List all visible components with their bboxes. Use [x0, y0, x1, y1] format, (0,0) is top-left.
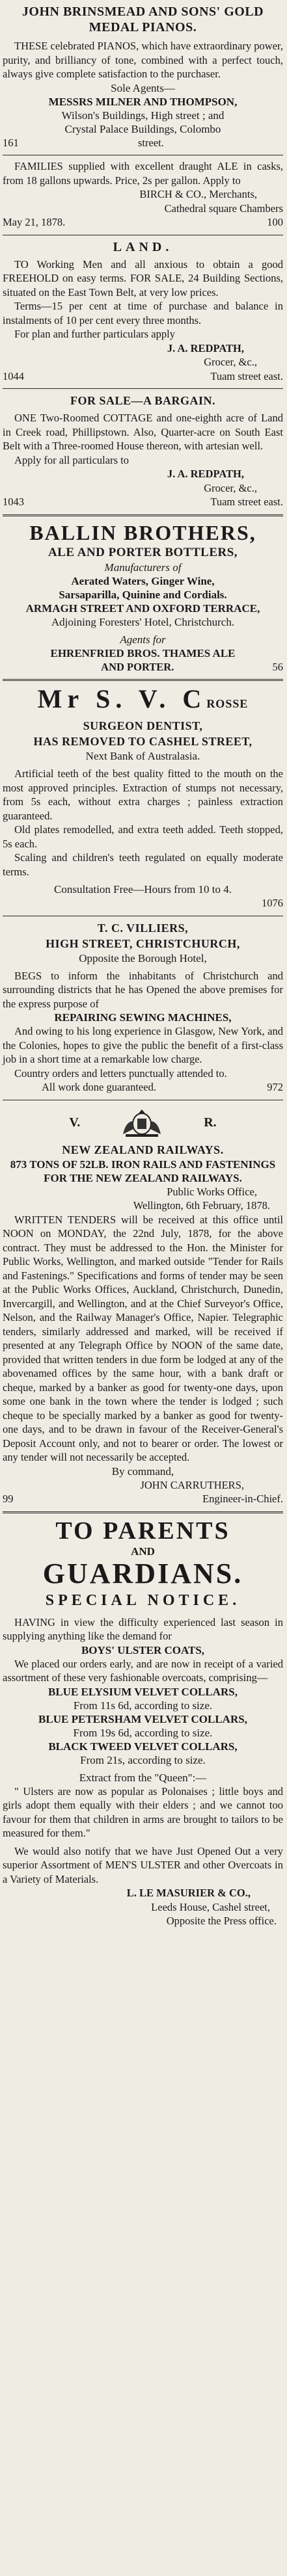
dentist-ad	[3, 681, 283, 916]
bargain-number: 1043	[3, 496, 24, 508]
railways-number: 99	[3, 1493, 14, 1505]
dentist-consultation: Consultation Free—Hours from 10 to 4.	[54, 883, 232, 896]
villiers-ad	[3, 916, 283, 1100]
railways-signature: JOHN CARRUTHERS,	[140, 1478, 244, 1491]
birch-number: 100	[267, 216, 283, 228]
ballin-footer	[3, 660, 283, 674]
birch-address: Cathedral square Chambers	[164, 202, 283, 215]
birch-ad	[3, 155, 283, 235]
railways-role: Engineer-in-Chief.	[202, 1493, 283, 1505]
villiers-guarantee: All work done guaranteed.	[42, 1081, 156, 1093]
brinsmead-number: 161	[3, 136, 19, 149]
parents-price-2: From 19s 6d, according to size.	[73, 1726, 213, 1739]
brinsmead-body: THESE celebrated PIANOS, which have extraordinary power, purity, and brilliancy of tone, combined with a perfect touch, always give complete satisfaction to the purchaser.	[3, 40, 283, 80]
ballin-address: ARMAGH STREET AND OXFORD TERRACE,	[25, 602, 260, 615]
land-number: 1044	[3, 369, 24, 382]
dentist-name-right: ROSSE	[206, 697, 249, 710]
land-agent: J. A. REDPATH,	[167, 341, 244, 354]
railways-by-command: By command,	[111, 1465, 174, 1478]
brinsmead-address-1: Wilson's Buildings, High street ; and	[61, 109, 225, 122]
birch-footer	[3, 215, 283, 230]
railways-ad	[3, 1100, 283, 1511]
dentist-name	[3, 685, 283, 718]
parents-quote: " Ulsters are now as popular as Polonaises ; little boys and girls adopt them equally with their elders ; and we cannot too favour for them that children in arms are brought to tailors to be measured for them."	[3, 1785, 283, 1839]
villiers-opposite: Opposite the Borough Hotel,	[79, 951, 207, 964]
ballin-agents-label: Agents for	[120, 633, 166, 646]
dentist-number: 1076	[262, 897, 283, 909]
parents-price-1: From 11s 6d, according to size.	[73, 1699, 213, 1712]
villiers-orders: Country orders and letters punctually attended to.	[14, 1067, 227, 1080]
railways-footer	[3, 1492, 283, 1506]
parents-also: We would also notify that we have Just Opened Out a very superior Assortment of MEN'S ULSTER and other Overcoats in a Variety of Materials.	[3, 1844, 283, 1885]
parents-ad	[3, 1513, 283, 1933]
railways-r: R.	[204, 1115, 217, 1130]
parents-item-2: BLUE PETERSHAM VELVET COLLARS,	[38, 1712, 247, 1725]
land-body: TO Working Men and all anxious to obtain a good FREEHOLD on easy terms. FOR SALE, 24 Building Sections, situated on the East Town Belt, at very low prices.	[3, 258, 283, 299]
royal-crest-icon	[119, 1108, 165, 1138]
ballin-ad	[3, 516, 283, 680]
land-heading: LAND.	[113, 239, 173, 254]
parents-notice: SPECIAL NOTICE.	[45, 1591, 241, 1609]
bargain-heading: FOR SALE—A BARGAIN.	[70, 394, 216, 407]
railways-body: WRITTEN TENDERS will be received at this office until NOON on MONDAY, the 22nd July, 1878, for the above contract. They must be addressed to the Hon. the Minister for Public Works, Wellington, and marked outside "Tender for Rails and Fastenings." Specifications and forms of tender may be seen at the Public Works Offices, Auckland, Christchurch, Dunedin, Invercargill, and Wellington, and at the Chief Surveyor's Office, Nelson, and the Railway Manager's Office, Napier. Telegraphic tenders, similarly addressed and marked, will be received if presented at any Telegraph Office by NOON of the same date, provided that written tenders in due form be lodged at any of the abovenamed offices by the same hour, with a bank draft or cheque, marked by a banker as good for twenty-one days, upon some one bank in the town where the tender is lodged ; such cheque to be specially marked by a banker as good for twenty-one days, and to be drawn in favour of the Receiver-General's Deposit Account only, and not to bearer or order. The lowest or any tender will not necessarily be accepted.	[3, 1213, 283, 1463]
birch-body: FAMILIES supplied with excellent draught ALE in casks, from 18 gallons upwards. Price, 2s per gallon. Apply to	[3, 160, 283, 187]
parents-house: Leeds House, Cashel street,	[151, 1900, 270, 1913]
dentist-plates: Old plates remodelled, and extra teeth added. Teeth stopped, 5s each.	[3, 823, 283, 850]
brinsmead-agents: MESSRS MILNER AND THOMPSON,	[48, 95, 238, 108]
land-terms: Terms—15 per cent at time of purchase and balance in instalments of 10 per cent every three months.	[3, 300, 283, 326]
railways-date: Wellington, 6th February, 1878.	[133, 1199, 270, 1212]
dentist-title: SURGEON DENTIST,	[83, 719, 203, 732]
villiers-body: BEGS to inform the inhabitants of Christchurch and surrounding districts that he has Opened the above premises for the express purpose of	[3, 969, 283, 1010]
railways-subtitle: 873 TONS OF 52LB. IRON RAILS AND FASTENINGS FOR THE NEW ZEALAND RAILWAYS.	[10, 1158, 276, 1184]
railways-office: Public Works Office,	[167, 1185, 257, 1198]
dentist-moved: HAS REMOVED TO CASHEL STREET,	[33, 735, 253, 748]
land-plan: For plan and further particulars apply	[14, 328, 175, 340]
parents-item-1: BLUE ELYSIUM VELVET COLLARS,	[48, 1685, 238, 1698]
ballin-number: 56	[272, 660, 283, 673]
parents-extract: Extract from the "Queen":—	[79, 1771, 207, 1784]
villiers-repair: REPAIRING SEWING MACHINES,	[54, 1011, 232, 1024]
brinsmead-agents-label: Sole Agents—	[111, 81, 175, 94]
bargain-agent: J. A. REDPATH,	[167, 468, 244, 480]
villiers-body-2: And owing to his long experience in Glasgow, New York, and the Colonies, hopes to give the public the benefit of a first-class job in a short time at a remarkable low charge.	[3, 1025, 283, 1065]
land-grocer: Grocer, &c.,	[204, 356, 257, 368]
bargain-apply: Apply for all particulars to	[14, 453, 129, 466]
railways-crest-row	[3, 1104, 283, 1142]
brinsmead-footer	[3, 136, 283, 150]
railways-v: V.	[69, 1115, 81, 1130]
brinsmead-title: JOHN BRINSMEAD AND SONS' GOLD MEDAL PIANOS.	[21, 5, 264, 34]
land-street: Tuam street east.	[210, 369, 283, 382]
ballin-title: BALLIN BROTHERS,	[29, 520, 256, 544]
birch-date: May 21, 1878.	[3, 216, 66, 228]
ballin-near: Adjoining Foresters' Hotel, Christchurch.	[51, 615, 235, 628]
parents-body: HAVING in view the difficulty experienced last season in supplying anything like the demand for	[3, 1615, 283, 1642]
parents-and: AND	[131, 1545, 155, 1558]
land-ad	[3, 235, 283, 389]
parents-boys: BOYS' ULSTER COATS,	[81, 1643, 205, 1656]
brinsmead-address-2: Crystal Palace Buildings, Colombo	[64, 122, 221, 135]
bargain-footer	[3, 495, 283, 509]
brinsmead-street: street.	[137, 136, 164, 149]
dentist-name-mid: S. V. C	[96, 684, 207, 713]
ballin-manufacturers-label: Manufacturers of	[104, 561, 182, 574]
villiers-footer	[3, 1080, 283, 1095]
dentist-scaling: Scaling and children's teeth regulated on equally moderate terms.	[3, 851, 283, 878]
bargain-grocer: Grocer, &c.,	[204, 481, 257, 494]
bargain-street: Tuam street east.	[210, 496, 283, 508]
parents-price-3: From 21s, according to size.	[80, 1753, 206, 1766]
ballin-subtitle: ALE AND PORTER BOTTLERS,	[48, 545, 238, 559]
parents-opposite: Opposite the Press office.	[166, 1915, 277, 1927]
dentist-body: Artificial teeth of the best quality fitted to the mouth on the most approved principles. Extraction of stumps not necessary, from 5s each, without extra charges ; painless extraction guaranteed.	[3, 767, 283, 822]
ballin-agency: EHRENFRIED BROS. THAMES ALE	[50, 646, 236, 659]
parents-item-3: BLACK TWEED VELVET COLLARS,	[48, 1740, 238, 1753]
bargain-body: ONE Two-Roomed COTTAGE and one-eighth acre of Land in Creek road, Phillipstown. Also, Quarter-acre on South East Belt with a Three-roomed House thereon, with artesian well.	[3, 412, 283, 452]
villiers-title: T. C. VILLIERS,	[97, 921, 189, 935]
parents-firm: L. LE MASURIER & CO.,	[126, 1887, 251, 1899]
parents-body-2: We placed our orders early, and are now in receipt of a varied assortment of these very fashionable overcoats, comprising—	[3, 1657, 283, 1684]
land-footer	[3, 369, 283, 384]
brinsmead-ad	[3, 0, 283, 155]
dentist-next: Next Bank of Australasia.	[85, 750, 200, 762]
ballin-items: Aerated Waters, Ginger Wine, Sarsaparilla, Quinine and Cordials.	[59, 574, 227, 601]
parents-line-1: TO PARENTS	[55, 1517, 230, 1545]
parents-line-2: GUARDIANS.	[42, 1557, 243, 1589]
railways-title: NEW ZEALAND RAILWAYS.	[62, 1143, 224, 1156]
villiers-subtitle: HIGH STREET, CHRISTCHURCH,	[46, 936, 240, 950]
dentist-name-left: Mr	[37, 684, 85, 713]
villiers-number: 972	[267, 1081, 283, 1093]
ballin-and: AND PORTER.	[101, 660, 174, 673]
bargain-ad	[3, 389, 283, 514]
birch-name: BIRCH & CO., Merchants,	[139, 188, 257, 200]
